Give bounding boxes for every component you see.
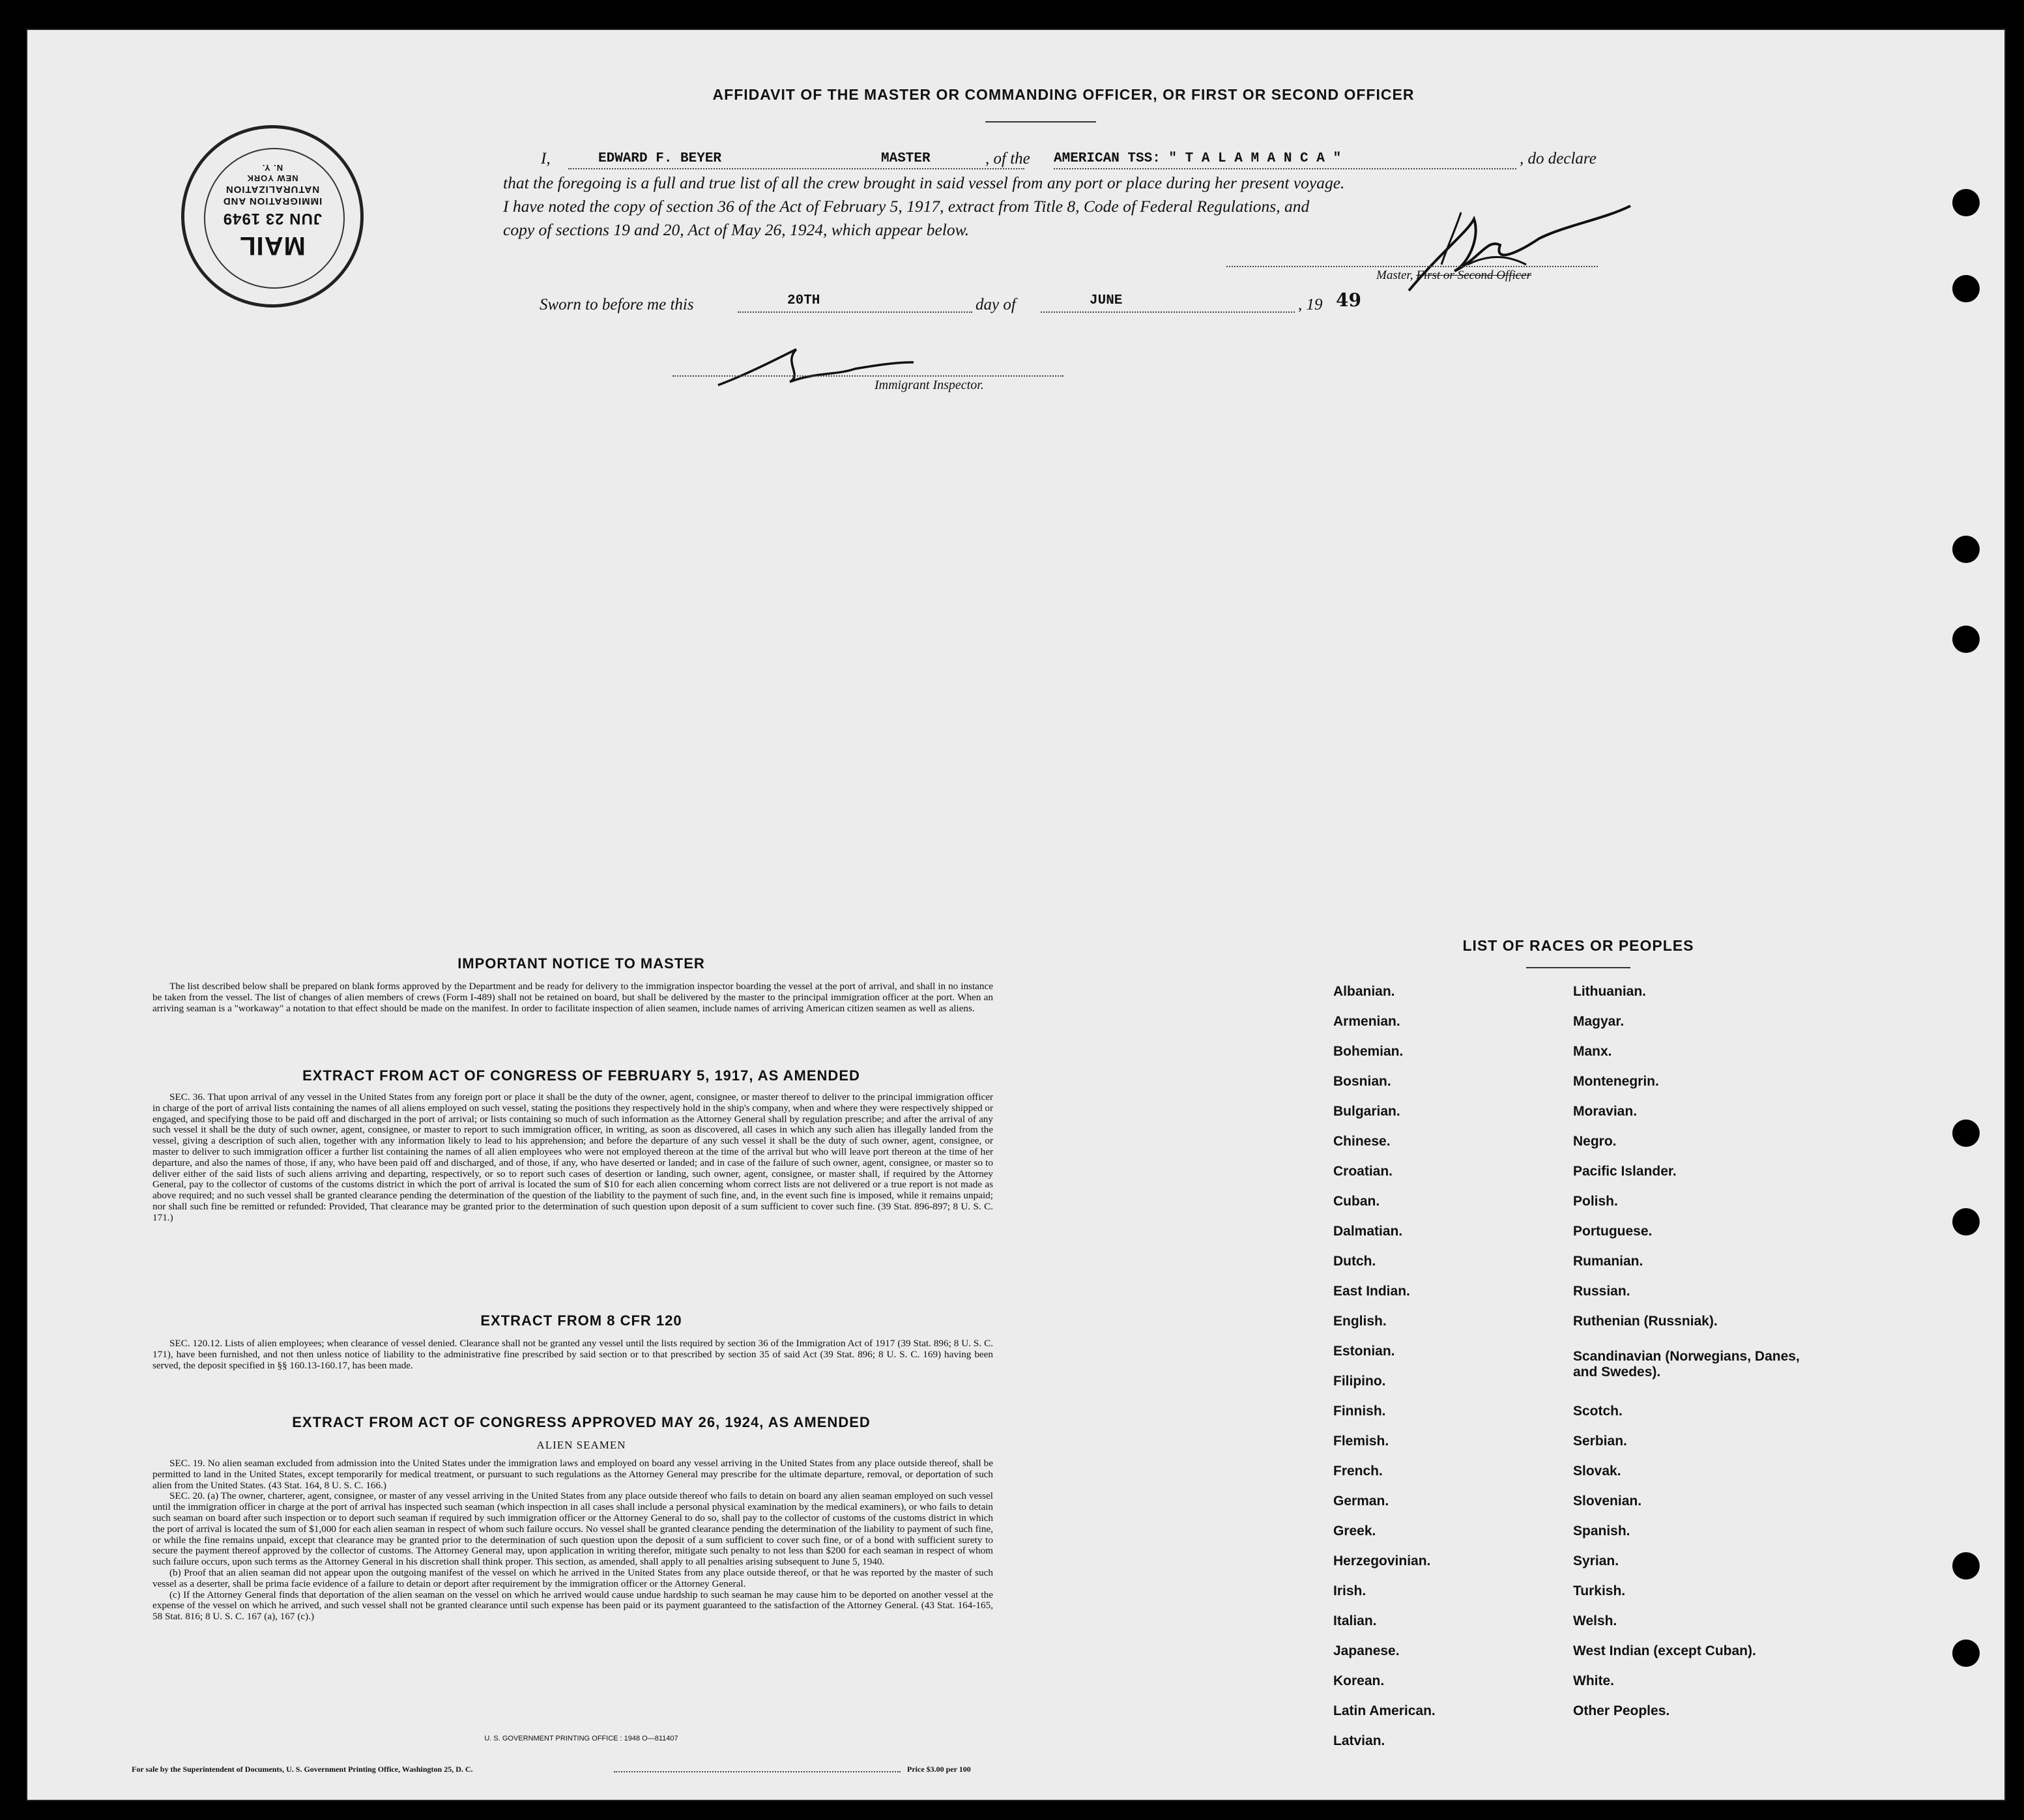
rank: MASTER: [881, 151, 931, 166]
race-item: Bohemian.: [1333, 1044, 1404, 1059]
vessel-line: [1054, 168, 1516, 169]
stamp-date: JUN 23 1949: [222, 210, 323, 227]
races-title-underline: [1526, 967, 1630, 968]
race-item: Finnish.: [1333, 1404, 1386, 1419]
race-item: Moravian.: [1573, 1104, 1638, 1119]
extract-1924-title: EXTRACT FROM ACT OF CONGRESS APPROVED MAY 26, 1924, AS AMENDED: [292, 1414, 871, 1430]
race-item: Chinese.: [1333, 1134, 1391, 1149]
punch-hole: [1952, 1208, 1980, 1235]
race-item: Other Peoples.: [1573, 1703, 1670, 1718]
stamp-city: NEW YORK: [246, 173, 298, 183]
race-item: Russian.: [1573, 1284, 1630, 1299]
race-item: German.: [1333, 1494, 1389, 1509]
printing-office-note: U. S. GOVERNMENT PRINTING OFFICE : 1948 O—811407: [484, 1735, 678, 1742]
race-item: Bosnian.: [1333, 1074, 1391, 1089]
document-page: [26, 29, 2006, 1801]
race-item: French.: [1333, 1464, 1383, 1479]
race-item: Portuguese.: [1573, 1224, 1653, 1239]
race-item: Irish.: [1333, 1583, 1366, 1598]
affidavit-title: AFFIDAVIT OF THE MASTER OR COMMANDING OFFICER, OR FIRST OR SECOND OFFICER: [712, 86, 1415, 103]
race-item: Korean.: [1333, 1673, 1385, 1688]
race-item: Armenian.: [1333, 1014, 1400, 1029]
footer-leader: [614, 1771, 901, 1772]
caption-struck-officer: First or Second Officer: [1416, 268, 1532, 282]
alien-seamen-subtitle: ALIEN SEAMEN: [536, 1439, 626, 1451]
notice-title: IMPORTANT NOTICE TO MASTER: [457, 955, 705, 972]
vessel-name: AMERICAN TSS: " T A L A M A N C A ": [1054, 151, 1342, 166]
punch-hole: [1952, 1119, 1980, 1147]
race-item: Flemish.: [1333, 1434, 1389, 1449]
day-of: day of: [976, 296, 1016, 313]
do-declare: , do declare: [1520, 150, 1597, 167]
stamp-agency-1: IMMIGRATION AND: [222, 195, 323, 207]
race-item: Lithuanian.: [1573, 984, 1646, 999]
title-underline: [985, 121, 1096, 123]
master-name: EDWARD F. BEYER: [598, 151, 722, 166]
sec-120-paragraph: SEC. 120.12. Lists of alien employees; when clearance of vessel denied. Clearance shall not be granted any vessel until the lists required by section 36 of the Immigration Act of 1917 (39 Stat. 896; 8 U. S. C. 171), have been furnished, and not then unless notice of liability to the administrative fine prescribed by said section or to that prescribed by section 35 of said Act (39 Stat. 896; 8 U. S. C. 169) having been served, the deposit specified in §§ 160.13-160.17, has been made.: [152, 1338, 993, 1371]
sworn-day: 20TH: [787, 293, 820, 308]
mail-stamp: [181, 125, 364, 308]
race-item: Japanese.: [1333, 1643, 1400, 1658]
affidavit-line-3: I have noted the copy of section 36 of the Act of February 5, 1917, extract from Title 8, Code of Federal Regulations, and: [503, 197, 1310, 216]
extract-1924-text: [152, 1458, 993, 1623]
sec-19-paragraph: SEC. 19. No alien seaman excluded from admission into the United States under the immigration laws and employed on board any vessel arriving in the United States from any place outside thereof, shall be permitted to land in the United States, except temporarily for medical treatment, or pursuant to such regulations as the Attorney General may prescribe for the ultimate departure, removal, or deportation of such alien from the United States. (43 Stat. 164, 8 U. S. C. 166.): [152, 1458, 993, 1491]
extract-1917-text: [152, 1092, 993, 1224]
punch-hole: [1952, 626, 1980, 653]
punch-hole: [1952, 275, 1980, 302]
race-item: Ruthenian (Russniak).: [1573, 1314, 1718, 1329]
pronoun-i: I,: [541, 150, 551, 167]
race-item: Scandinavian (Norwegians, Danes, and Swedes).: [1573, 1349, 1800, 1379]
race-item: West Indian (except Cuban).: [1573, 1643, 1756, 1658]
race-item: Dalmatian.: [1333, 1224, 1403, 1239]
race-item: Herzegovinian.: [1333, 1553, 1431, 1568]
sworn-month-line: [1041, 311, 1295, 313]
price-note: Price $3.00 per 100: [907, 1765, 971, 1774]
caption-master: Master,: [1376, 268, 1413, 282]
extract-1917-title: EXTRACT FROM ACT OF CONGRESS OF FEBRUARY 5, 1917, AS AMENDED: [302, 1067, 860, 1084]
race-item: Rumanian.: [1573, 1254, 1643, 1269]
stamp-mail: MAIL: [239, 231, 306, 260]
affidavit-line-4: copy of sections 19 and 20, Act of May 26, 1924, which appear below.: [503, 220, 970, 239]
race-item: Negro.: [1573, 1134, 1617, 1149]
sec-20a-paragraph: SEC. 20. (a) The owner, charterer, agent, consignee, or master of any vessel arriving in the United States from any place outside thereof who fails to detain on board any alien seaman employed on such vessel until the immigration officer in charge at the port of arrival has inspected such seaman (which inspection in all cases shall include a personal physical examination by the medical examiners), or who fails to detain such seaman on board after such inspection or to deport such seaman if required by such immigration officer or the Attorney General to do so, shall pay to the collector of customs of the customs district in which the port of arrival is located the sum of $1,000 for each alien seaman in respect of whom such failure occurs. No vessel shall be granted clearance pending the determination of the liability to payment of such fine, or while the fine remains unpaid, except that clearance may be granted prior to the determination of such question upon the deposit of a sum sufficient to cover such fine, or of a bond with sufficient surety to secure the payment thereof approved by the collector of customs. The Attorney General may, upon application in writing therefor, mitigate such penalty to not less than $200 for each seaman in respect of whom such failure occurs, upon such terms as the Attorney General in his discretion shall think proper. This section, as amended, shall apply to all penalties arising subsequent to June 5, 1940.: [152, 1490, 993, 1568]
sale-note: For sale by the Superintendent of Documents, U. S. Government Printing Office, Washington 25, D. C.: [132, 1765, 473, 1774]
affidavit-line-2: that the foregoing is a full and true list of all the crew brought in said vessel from any port or place during her present voyage.: [503, 173, 1345, 192]
race-item: Latvian.: [1333, 1733, 1385, 1748]
race-item: East Indian.: [1333, 1284, 1410, 1299]
punch-hole: [1952, 536, 1980, 563]
race-item: Polish.: [1573, 1194, 1618, 1209]
race-item: Greek.: [1333, 1524, 1376, 1538]
race-item: Magyar.: [1573, 1014, 1625, 1029]
race-item: Spanish.: [1573, 1524, 1630, 1538]
sec-20c-paragraph: (c) If the Attorney General finds that deportation of the alien seaman on the vessel on which he arrived would cause undue hardship to such seaman he may cause him to be deported on another vessel at the expense of the vessel on which he arrived, and such vessel shall not be granted clearance until such expense has been paid or its payment guaranteed to the satisfaction of the Attorney General. (43 Stat. 164-165, 58 Stat. 816; 8 U. S. C. 167 (a), 167 (c).): [152, 1589, 993, 1623]
sec-36-paragraph: SEC. 36. That upon arrival of any vessel in the United States from any foreign port or place it shall be the duty of the owner, agent, consignee, or master thereof to deliver to the principal immigration officer in charge of the port of arrival lists containing the names of all aliens employed on such vessel, stating the positions they respectively hold in the ship's company, when and where they were respectively shipped or engaged, and specifying those to be paid off and discharged in the port of arrival; or lists containing so much of such information as the Attorney General shall by regulation prescribe; and after the arrival of any such vessel it shall be the duty of such owner, agent, consignee, or master to report to such immigration officer, in writing, as soon as discovered, all cases in which any such alien has illegally landed from the vessel, giving a description of such alien, together with any information likely to lead to his apprehension; and before the departure of any such vessel it shall be the duty of such owner, agent, consignee, or master to deliver to such immigration officer a further list containing the names of all alien employees who were not employed thereon at the time of the arrival but who will leave port thereon at the time of her departure, and also the names of those, if any, who have been paid off and discharged, and of those, if any, who have deserted or landed; and in case of the failure of such owner, agent, consignee, or master so to deliver either of the said lists of such aliens arriving and departing, respectively, or so to report such cases of desertion or landing, such owner, agent, consignee, or master shall, if required by the Attorney General, pay to the collector of customs of the customs district in which the port of arrival is located the sum of $10 for each alien concerning whom correct lists are not delivered or a true report is not made as above required; and no such vessel shall be granted clearance pending the determination of the question of the liability to the payment of such fine, and, in the event such fine is imposed, while it remains unpaid; nor shall such fine be remitted or refunded: Provided, That clearance may be granted prior to the determination of such question upon deposit of a sum sufficient to cover such fine. (39 Stat. 896-897; 8 U. S. C. 171.): [152, 1091, 993, 1223]
race-item: Italian.: [1333, 1613, 1377, 1628]
race-item: Bulgarian.: [1333, 1104, 1400, 1119]
stamp-agency-2: NATURALIZATION: [225, 184, 320, 195]
race-item: Cuban.: [1333, 1194, 1380, 1209]
race-item: Latin American.: [1333, 1703, 1436, 1718]
race-item: Estonian.: [1333, 1344, 1395, 1359]
race-item: Montenegrin.: [1573, 1074, 1659, 1089]
master-signature: [1370, 193, 1643, 310]
sworn-day-line: [738, 311, 972, 313]
stamp-state: N. Y.: [261, 163, 283, 173]
year-handwritten: 49: [1336, 289, 1361, 311]
cfr-text: [152, 1338, 993, 1371]
race-item: English.: [1333, 1314, 1387, 1329]
punch-hole: [1952, 1552, 1980, 1580]
race-item: Manx.: [1573, 1044, 1612, 1059]
races-title: LIST OF RACES OR PEOPLES: [1462, 937, 1694, 954]
notice-paragraph: The list described below shall be prepared on blank forms approved by the Department and be ready for delivery to the immigration inspector boarding the vessel at the port of arrival, and shall in no instance be taken from the vessel. The list of changes of alien members of crews (Form I-489) shall not be retained on board, but shall be delivered by the master to the principal immigration officer at the port. When an arriving seaman is a "workaway" a notation to that effect should be made on the manifest. In order to facilitate inspection of alien seamen, include names of arriving American citizen seamen as well as aliens.: [152, 981, 993, 1014]
race-item: White.: [1573, 1673, 1614, 1688]
notice-text: [152, 981, 993, 1014]
punch-hole: [1952, 189, 1980, 216]
race-item: Serbian.: [1573, 1434, 1627, 1449]
race-item: Welsh.: [1573, 1613, 1617, 1628]
sec-20b-paragraph: (b) Proof that an alien seaman did not appear upon the outgoing manifest of the vessel on which he arrived in the United States from any place outside thereof, or that he was reported by the master of such vessel as a deserter, shall be prima facie evidence of a failure to detain or deport after requirement by the immigration officer or the Attorney General.: [152, 1567, 993, 1589]
master-signature-line: [1226, 266, 1598, 267]
year-prefix: , 19: [1298, 296, 1323, 313]
inspector-label: Immigrant Inspector.: [875, 378, 984, 392]
inspector-signature-line: [672, 375, 1063, 377]
race-item: Turkish.: [1573, 1583, 1626, 1598]
signature-caption: [1376, 268, 1531, 283]
master-name-line: [568, 168, 1024, 169]
cfr-title: EXTRACT FROM 8 CFR 120: [480, 1312, 682, 1329]
race-item: Slovenian.: [1573, 1494, 1642, 1509]
race-item: Croatian.: [1333, 1164, 1393, 1179]
race-item: Pacific Islander.: [1573, 1164, 1677, 1179]
of-the: , of the: [985, 150, 1030, 167]
race-item: Albanian.: [1333, 984, 1395, 999]
race-item: Scotch.: [1573, 1404, 1623, 1419]
race-item: Slovak.: [1573, 1464, 1621, 1479]
race-item: Filipino.: [1333, 1374, 1386, 1389]
race-item: Dutch.: [1333, 1254, 1376, 1269]
sworn-text: Sworn to before me this: [540, 296, 694, 313]
punch-hole: [1952, 1639, 1980, 1667]
race-item: Syrian.: [1573, 1553, 1619, 1568]
sworn-month: JUNE: [1090, 293, 1123, 308]
